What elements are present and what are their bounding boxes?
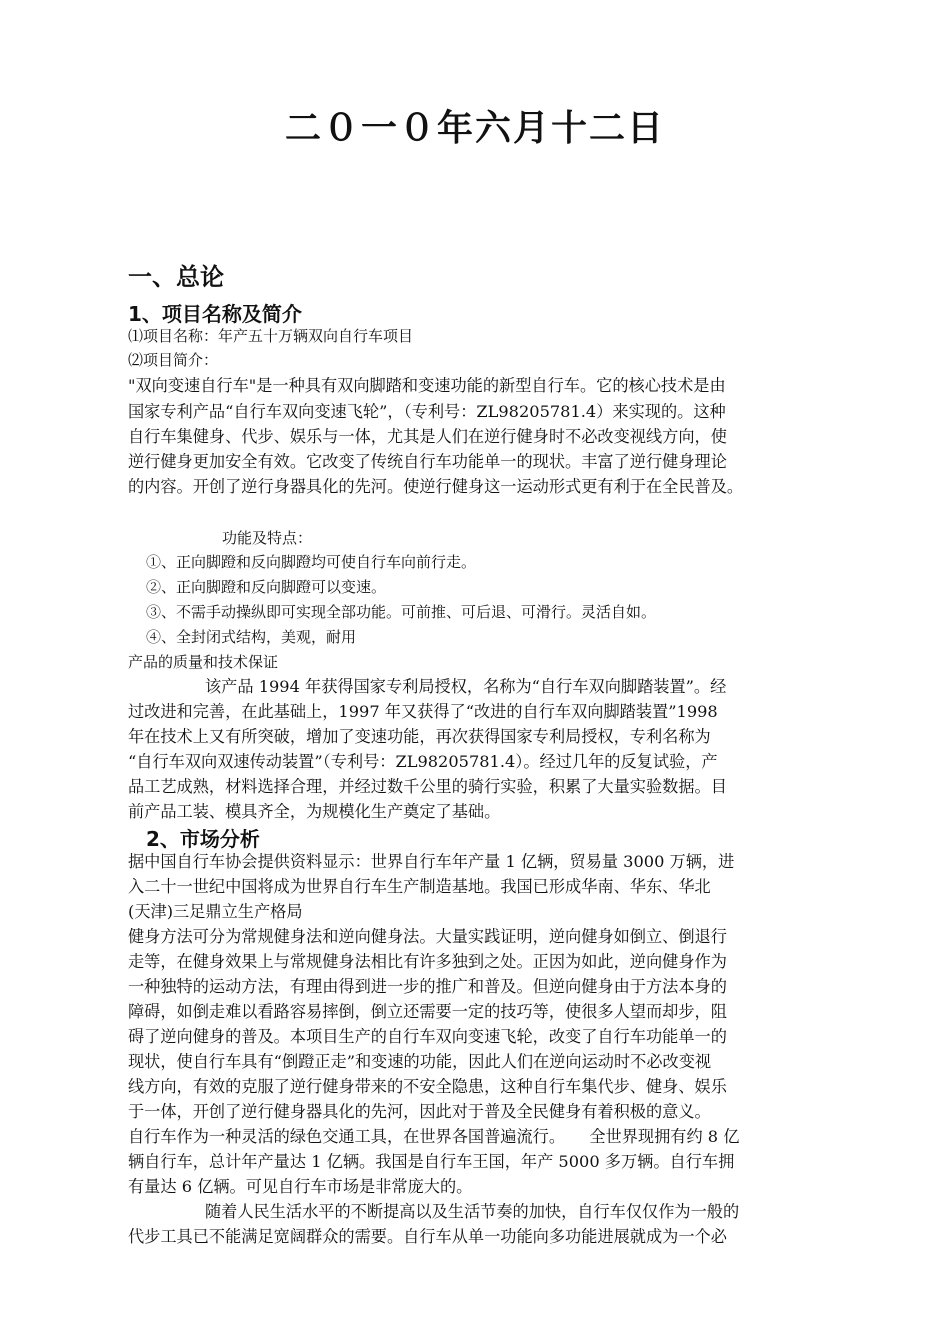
market-paragraph-line: 自行车作为一种灵活的绿色交通工具，在世界各国普遍流行。 全世界现拥有约 8 亿 — [128, 1127, 740, 1146]
feature-item: ④、全封闭式结构，美观，耐用 — [146, 628, 357, 646]
market-paragraph-line: 健身方法可分为常规健身法和逆向健身法。大量实践证明，逆向健身如倒立、倒退行 — [128, 927, 727, 946]
market-paragraph-line: 辆自行车，总计年产量达 1 亿辆。我国是自行车王国，年产 5000 多万辆。自行车拥 — [128, 1152, 735, 1171]
date-title: 二０一０年六月十二日 — [284, 108, 665, 149]
market-paragraph-line: 现状，使自行车具有“倒蹬正走”和变速的功能，因此人们在逆向运动时不必改变视 — [128, 1052, 712, 1071]
market-paragraph-line: 入二十一世纪中国将成为世界自行车生产制造基地。我国已形成华南、华东、华北 — [128, 877, 711, 896]
intro-paragraph-line: "双向变速自行车"是一种具有双向脚踏和变速功能的新型自行车。它的核心技术是由 — [128, 376, 726, 395]
intro-paragraph-line: 的内容。开创了逆行身器具化的先河。使逆行健身这一运动形式更有利于在全民普及。 — [128, 477, 744, 496]
market-paragraph-line: (天津)三足鼎立生产格局 — [128, 902, 303, 921]
quality-paragraph-line: 过改进和完善，在此基础上，1997 年又获得了“改进的自行车双向脚踏装置”1998 — [128, 702, 718, 721]
market-paragraph-line: 代步工具已不能满足宽阔群众的需要。自行车从单一功能向多功能进展就成为一个必 — [128, 1227, 727, 1246]
intro-paragraph-line: 国家专利产品“自行车双向变速飞轮”，（专利号：ZL98205781.4）来实现的。这种 — [128, 402, 726, 421]
market-paragraph-line: 据中国自行车协会提供资料显示：世界自行车年产量 1 亿辆，贸易量 3000 万辆，进 — [128, 852, 735, 871]
intro-paragraph-line: 自行车集健身、代步、娱乐与一体，尤其是人们在逆行健身时不必改变视线方向，使 — [128, 427, 727, 446]
feature-item: ②、正向脚蹬和反向脚蹬可以变速。 — [146, 578, 387, 596]
intro-paragraph-line: 逆行健身更加安全有效。它改变了传统自行车功能单一的现状。丰富了逆行健身理论 — [128, 452, 727, 471]
features-title: 功能及特点： — [222, 529, 313, 547]
quality-paragraph-line: 该产品 1994 年获得国家专利局授权，名称为“自行车双向脚踏装置”。经 — [205, 677, 727, 696]
market-paragraph-line: 线方向，有效的克服了逆行健身带来的不安全隐患，这种自行车集代步、健身、娱乐 — [128, 1077, 727, 1096]
quality-paragraph-line: 品工艺成熟，材料选择合理，并经过数千公里的骑行实验，积累了大量实验数据。目 — [128, 777, 727, 796]
quality-title: 产品的质量和技术保证 — [128, 653, 279, 671]
market-paragraph-line: 障碍，如倒走难以看路容易摔倒，倒立还需要一定的技巧等，使很多人望而却步，阻 — [128, 1002, 727, 1021]
market-paragraph-line: 碍了逆向健身的普及。本项目生产的自行车双向变速飞轮，改变了自行车功能单一的 — [128, 1027, 727, 1046]
feature-item: ①、正向脚蹬和反向脚蹬均可使自行车向前行走。 — [146, 553, 477, 571]
section-heading-general: 一、总论 — [128, 263, 224, 291]
quality-paragraph-line: “自行车双向双速传动装置”（专利号：ZL98205781.4）。经过几年的反复试验，产 — [128, 752, 718, 771]
market-paragraph-line: 随着人民生活水平的不断提高以及生活节奏的加快，自行车仅仅作为一般的 — [205, 1202, 740, 1221]
market-paragraph-line: 一种独特的运动方法，有理由得到进一步的推广和普及。但逆向健身由于方法本身的 — [128, 977, 727, 996]
quality-paragraph-line: 年在技术上又有所突破，增加了变速功能，再次获得国家专利局授权，专利名称为 — [128, 727, 711, 746]
subsection-heading-market: 2、市场分析 — [146, 827, 260, 851]
market-paragraph-line: 于一体，开创了逆行健身器具化的先河，因此对于普及全民健身有着积极的意义。 — [128, 1102, 711, 1121]
feature-item: ③、不需手动操纵即可实现全部功能。可前推、可后退、可滑行。灵活自如。 — [146, 603, 657, 621]
market-paragraph-line: 走等，在健身效果上与常规健身法相比有许多独到之处。正因为如此，逆向健身作为 — [128, 952, 727, 971]
quality-paragraph-line: 前产品工装、模具齐全，为规模化生产奠定了基础。 — [128, 802, 501, 821]
project-name-line: ⑴项目名称：年产五十万辆双向自行车项目 — [128, 327, 414, 345]
subsection-heading-project: 1、项目名称及简介 — [128, 302, 302, 326]
market-paragraph-line: 有量达 6 亿辆。可见自行车市场是非常庞大的。 — [128, 1177, 473, 1196]
project-intro-label: ⑵项目简介： — [128, 351, 219, 369]
